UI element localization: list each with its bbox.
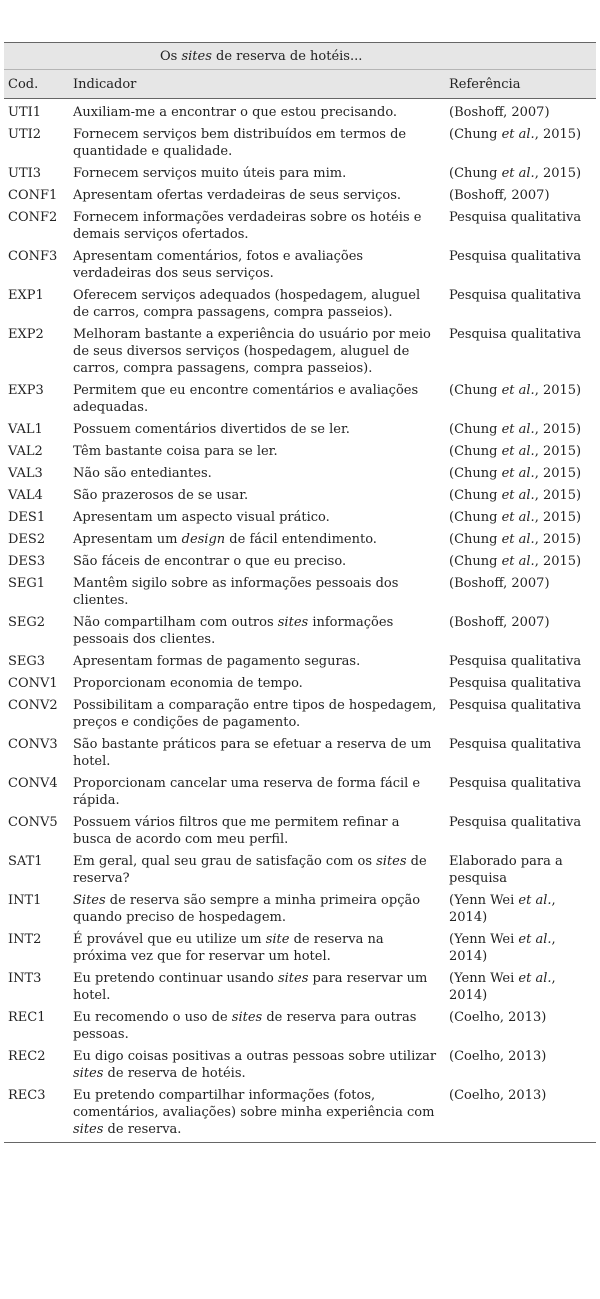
row-code: VAL1 (8, 422, 43, 437)
row-code: SEG1 (8, 576, 46, 591)
row-code: CONV5 (8, 815, 58, 830)
row-reference: Pesquisa qualitativa (449, 737, 582, 752)
table-row (4, 570, 596, 609)
table-row (4, 438, 596, 460)
table-row (4, 887, 596, 926)
table-row (4, 482, 596, 504)
table-row (4, 548, 596, 570)
row-reference: Pesquisa qualitativa (449, 210, 582, 225)
row-reference: (Chung et al., 2015) (449, 488, 582, 503)
table-row (4, 160, 596, 182)
table-title-row (4, 43, 596, 70)
row-indicator: Apresentam ofertas verdadeiras de seus serviços. (73, 188, 402, 203)
row-code: UTI1 (8, 105, 42, 120)
table-row (4, 321, 596, 377)
row-code: CONV2 (8, 698, 58, 713)
row-indicator: Eu digo coisas positivas a outras pessoas sobre utilizar sites de reserva de hotéis. (73, 1049, 437, 1081)
row-reference: (Boshoff, 2007) (449, 105, 550, 120)
row-code: INT1 (8, 893, 42, 908)
table-row (4, 99, 596, 122)
table-row (4, 460, 596, 482)
header-reference: Referência (444, 70, 596, 99)
row-code: SEG2 (8, 615, 46, 630)
table-row (4, 204, 596, 243)
row-indicator: São bastante práticos para se efetuar a reserva de um hotel. (73, 737, 432, 769)
table-row (4, 377, 596, 416)
row-reference: (Yenn Wei et al., 2014) (449, 932, 556, 964)
row-code: VAL3 (8, 466, 43, 481)
row-reference: (Coelho, 2013) (444, 1082, 596, 1143)
row-code: CONF3 (8, 249, 58, 264)
row-code: EXP1 (8, 288, 44, 303)
row-code: REC1 (8, 1010, 46, 1025)
row-reference: (Chung et al., 2015) (449, 510, 582, 525)
row-indicator: Possuem comentários divertidos de se ler. (73, 422, 350, 437)
table-row (4, 848, 596, 887)
row-code: CONF2 (8, 210, 58, 225)
row-indicator: Oferecem serviços adequados (hospedagem, aluguel de carros, compra passagens, compra passeios). (73, 288, 421, 320)
row-reference: (Chung et al., 2015) (449, 127, 582, 142)
row-indicator: Permitem que eu encontre comentários e avaliações adequadas. (73, 383, 419, 415)
row-code: VAL4 (8, 488, 43, 503)
row-indicator: Fornecem informações verdadeiras sobre os hotéis e demais serviços ofertados. (73, 210, 422, 242)
table-row (4, 282, 596, 321)
table-header-row (4, 70, 596, 99)
indicator-table (4, 42, 596, 1143)
row-reference: (Chung et al., 2015) (449, 166, 582, 181)
row-code: DES1 (8, 510, 46, 525)
row-indicator: Sites de reserva são sempre a minha primeira opção quando preciso de hospedagem. (73, 893, 421, 925)
row-code: DES3 (8, 554, 46, 569)
table-row (4, 809, 596, 848)
row-code: CONV1 (8, 676, 58, 691)
table-row (4, 692, 596, 731)
row-indicator: Têm bastante coisa para se ler. (73, 444, 278, 459)
row-indicator: Mantêm sigilo sobre as informações pessoais dos clientes. (73, 576, 399, 608)
row-reference: (Boshoff, 2007) (449, 188, 550, 203)
row-indicator: Apresentam um design de fácil entendimento. (73, 532, 377, 547)
row-indicator: Apresentam comentários, fotos e avaliações verdadeiras dos seus serviços. (73, 249, 364, 281)
row-code: CONF1 (8, 188, 58, 203)
table-row (4, 416, 596, 438)
table-row (4, 965, 596, 1004)
row-indicator: Proporcionam cancelar uma reserva de forma fácil e rápida. (73, 776, 421, 808)
row-code: REC3 (4, 1082, 68, 1143)
header-indicator: Indicador (68, 70, 444, 99)
row-code: CONV3 (8, 737, 58, 752)
row-indicator: Apresentam formas de pagamento seguras. (73, 654, 361, 669)
row-indicator: Eu pretendo compartilhar informações (fotos, comentários, avaliações) sobre minha experiência com sites de reserva. (68, 1082, 444, 1143)
indicator-table-container (4, 42, 596, 1143)
row-indicator: Eu pretendo continuar usando sites para reservar um hotel. (73, 971, 428, 1003)
row-reference: Pesquisa qualitativa (449, 654, 582, 669)
table-title-em: sites (181, 48, 212, 64)
header-code: Cod. (4, 70, 68, 99)
row-indicator: Proporcionam economia de tempo. (73, 676, 303, 691)
row-indicator: Possibilitam a comparação entre tipos de hospedagem, preços e condições de pagamento. (73, 698, 437, 730)
table-row (4, 670, 596, 692)
row-reference: Pesquisa qualitativa (449, 288, 582, 303)
table-row (4, 121, 596, 160)
row-reference: (Chung et al., 2015) (449, 422, 582, 437)
table-row (4, 243, 596, 282)
row-code: CONV4 (8, 776, 58, 791)
table-title (4, 43, 596, 70)
table-row (4, 526, 596, 548)
row-indicator: Apresentam um aspecto visual prático. (73, 510, 330, 525)
table-row (4, 504, 596, 526)
row-indicator: Não são entediantes. (73, 466, 212, 481)
table-row (4, 926, 596, 965)
row-reference: (Chung et al., 2015) (449, 444, 582, 459)
table-row (4, 1043, 596, 1082)
row-indicator: Fornecem serviços muito úteis para mim. (73, 166, 347, 181)
row-reference: (Yenn Wei et al., 2014) (449, 893, 556, 925)
table-title-post: de reserva de hotéis... (211, 48, 363, 64)
row-indicator: É provável que eu utilize um site de reserva na próxima vez que for reservar um hotel. (73, 932, 384, 964)
row-reference: Pesquisa qualitativa (449, 815, 582, 830)
row-reference: Pesquisa qualitativa (449, 249, 582, 264)
row-indicator: Possuem vários filtros que me permitem refinar a busca de acordo com meu perfil. (73, 815, 400, 847)
row-reference: (Chung et al., 2015) (449, 466, 582, 481)
row-indicator: Melhoram bastante a experiência do usuário por meio de seus diversos serviços (hospedagem, aluguel de carros, compra passagens, compra passeios). (73, 327, 431, 376)
table-row (4, 770, 596, 809)
row-indicator: Auxiliam-me a encontrar o que estou precisando. (73, 105, 398, 120)
row-reference: (Boshoff, 2007) (449, 576, 550, 591)
row-reference: (Chung et al., 2015) (449, 383, 582, 398)
row-reference: (Coelho, 2013) (449, 1049, 547, 1064)
row-indicator: São prazerosos de se usar. (73, 488, 249, 503)
table-row (4, 648, 596, 670)
table-row (4, 731, 596, 770)
row-indicator: Fornecem serviços bem distribuídos em termos de quantidade e qualidade. (73, 127, 407, 159)
row-code: INT3 (8, 971, 42, 986)
table-title-pre: Os (160, 48, 182, 64)
row-code: SAT1 (8, 854, 43, 869)
row-code: UTI2 (8, 127, 42, 142)
row-reference: Pesquisa qualitativa (449, 327, 582, 342)
table-row (4, 609, 596, 648)
table-row (4, 1082, 596, 1143)
row-code: EXP3 (8, 383, 44, 398)
row-code: VAL2 (8, 444, 43, 459)
row-reference: (Yenn Wei et al., 2014) (449, 971, 556, 1003)
row-indicator: Não compartilham com outros sites informações pessoais dos clientes. (73, 615, 394, 647)
row-reference: (Chung et al., 2015) (449, 554, 582, 569)
row-reference: Pesquisa qualitativa (449, 676, 582, 691)
row-reference: (Chung et al., 2015) (449, 532, 582, 547)
row-code: EXP2 (8, 327, 44, 342)
row-reference: Pesquisa qualitativa (449, 776, 582, 791)
table-body (4, 99, 596, 1143)
row-reference: Pesquisa qualitativa (449, 698, 582, 713)
row-code: INT2 (8, 932, 42, 947)
row-reference: (Boshoff, 2007) (449, 615, 550, 630)
row-reference: Elaborado para a pesquisa (449, 854, 563, 886)
row-indicator: Eu recomendo o uso de sites de reserva para outras pessoas. (73, 1010, 417, 1042)
row-code: UTI3 (8, 166, 42, 181)
table-row (4, 1004, 596, 1043)
row-indicator: Em geral, qual seu grau de satisfação com os sites de reserva? (73, 854, 427, 886)
row-reference: (Coelho, 2013) (449, 1010, 547, 1025)
row-indicator: São fáceis de encontrar o que eu preciso. (73, 554, 347, 569)
row-code: SEG3 (8, 654, 46, 669)
row-code: DES2 (8, 532, 46, 547)
row-code: REC2 (8, 1049, 46, 1064)
table-row (4, 182, 596, 204)
